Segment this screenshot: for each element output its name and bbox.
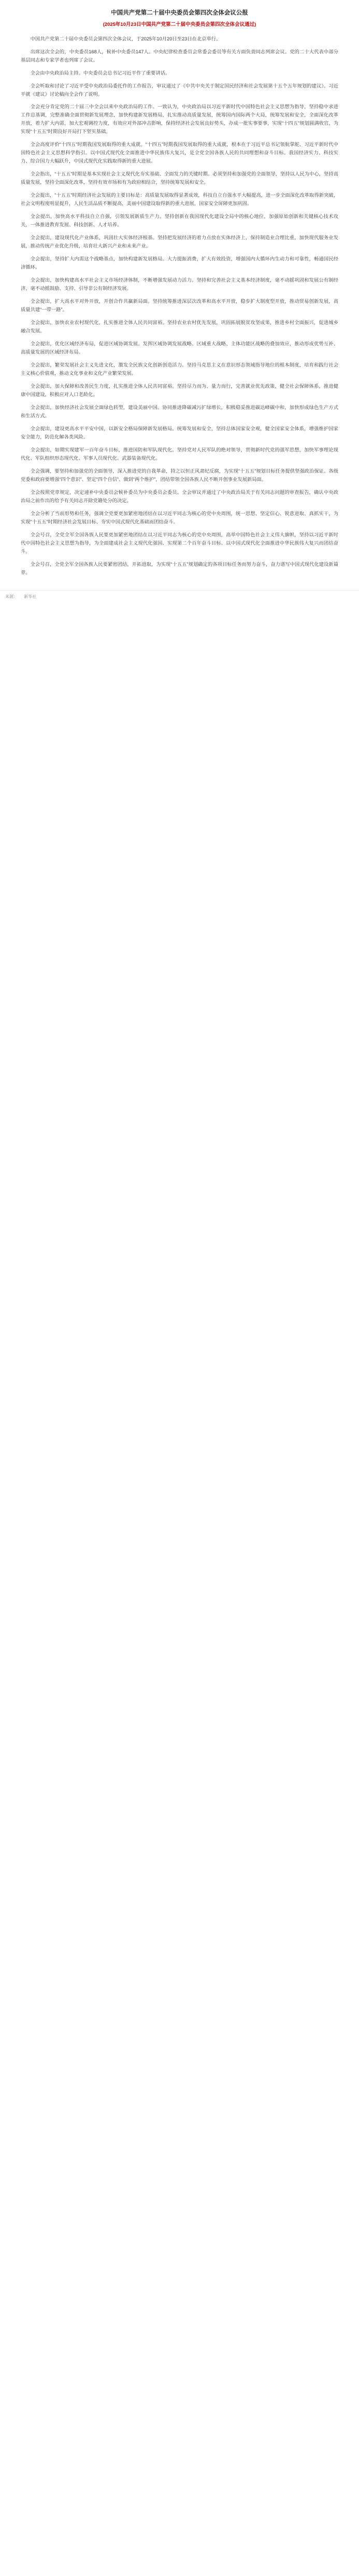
paragraph: 全会强调，要坚持和加强党的全面领导，深入推进党的自我革命，持之以恒正风肃纪反腐，为实现“十五五”规划目标任务提供坚强政治保证。各级党委和政府要增强“四个意识”、坚定“四个自信”、做到“两个维护”，团结带领全国各族人民不断开创事业发展新局面。 [21,468,338,482]
paragraph: 全会提出，“十五五”时期经济社会发展的主要目标是：高质量发展取得显著成效，科技自立自强水平大幅提高，进一步全面深化改革取得新突破，社会文明程度明显提升，人民生活品质不断提高，美丽中国建设取得新的重大进展，国家安全屏障更加巩固。 [21,193,338,207]
paragraph: 全会提出，坚持扩大内需这个战略基点，加快构建新发展格局。大力提振消费，扩大有效投资，增强国内大循环内生动力和可靠性，畅通国民经济循环。 [21,256,338,270]
source-value: 新华社 [24,594,37,599]
paragraph: 全会分析了当前形势和任务，强调全党要更加紧密地团结在以习近平同志为核心的党中央周围，统一思想、坚定信心、锐意进取、真抓实干，为实现“十五五”时期经济社会发展目标、夯实中国式现代化基础而团结奋斗。 [21,510,338,524]
document-page [0,0,359,587]
paragraph: 全会高度评价“十四五”时期我国发展取得的重大成就。“十四五”时期我国发展取得的重大成就，根本在于习近平总书记领航掌舵、习近平新时代中国特色社会主义思想科学指引。以中国式现代化全面推进中华民族伟大复兴，是全党全国各族人民的共同理想和奋斗目标。我国经济实力、科技实力、综合国力大幅跃升，中国式现代化实践取得新的重大进展。 [21,142,338,164]
paragraph: 全会提出，加快高水平科技自立自强，引领发展新质生产力。坚持创新在我国现代化建设全局中的核心地位，加强原始创新和关键核心技术攻关，一体推进教育发展、科技创新、人才培养。 [21,214,338,228]
paragraph: 全会提出，扩大高水平对外开放，开创合作共赢新局面。坚持统筹推进深层次改革和高水平开放，稳步扩大制度型开放，推动贸易创新发展，高质量共建“一带一路”。 [21,299,338,313]
source-label: 来源： [5,594,18,599]
paragraph: 全会提出，建设更高水平平安中国，以新安全格局保障新发展格局。统筹发展和安全，坚持总体国家安全观，健全国家安全体系，增强维护国家安全能力，防范化解各类风险。 [21,426,338,440]
paragraph: 全会号召，全党全军全国各族人民要紧密团结，开拓进取，为实现“十五五”规划确定的各项目标任务而努力奋斗，奋力谱写中国式现代化建设新篇章。 [21,561,338,575]
paragraph: 全会提出，加快农业农村现代化，扎实推进全体人民共同富裕。坚持农业农村优先发展，巩固拓展脱贫攻坚成果，推进乡村全面振兴，促进城乡融合发展。 [21,320,338,334]
paragraph: 全会提出，繁荣发展社会主义先进文化，激发全民族文化创新创造活力。坚持马克思主义在意识形态领域指导地位的根本制度，培育和践行社会主义核心价值观，推动文化事业和文化产业繁荣发展。 [21,362,338,376]
paragraph: 中国共产党第二十届中央委员会第四次全体会议，于2025年10月20日至23日在北京举行。 [30,36,221,41]
page-subtitle: (2025年10月23日中国共产党第二十届中央委员会第四次全体会议通过) [103,22,256,28]
document-footer [0,590,359,605]
paragraph: 全会号召，全党全军全国各族人民要更加紧密地团结在以习近平同志为核心的党中央周围，高举中国特色社会主义伟大旗帜，坚持以习近平新时代中国特色社会主义思想为指导，为全面建成社会主义现代化强国、实现第二个百年奋斗目标、以中国式现代化全面推进中华民族伟大复兴而团结奋斗。 [21,532,338,554]
paragraph: 全会听取和讨论了习近平受中央政治局委托作的工作报告，审议通过了《中共中央关于制定国民经济和社会发展第十五个五年规划的建议》。习近平就《建议》讨论稿向全会作了说明。 [21,83,338,97]
paragraph: 全会提出，加快构建高水平社会主义市场经济体制，不断增强发展动力活力。坚持和完善社会主义基本经济制度，毫不动摇巩固和发展公有制经济，毫不动摇鼓励、支持、引导非公有制经济发展。 [21,277,338,291]
paragraph: 全会按照党章规定，决定递补中央委员会候补委员为中央委员会委员。全会审议并通过了中央政治局关于有关同志问题的审查报告，确认中央政治局之前作出的给予有关同志开除党籍处分的决定。 [21,489,338,503]
paragraph: 全会充分肯定党的二十届三中全会以来中央政治局的工作。一致认为，中央政治局以习近平新时代中国特色社会主义思想为指导，坚持稳中求进工作总基调，完整准确全面贯彻新发展理念，加快构建新发展格局，扎实推动高质量发展，统筹国内国际两个大局，统筹发展和安全，全面深化改革开放，着力扩大内需，加大宏观调控力度，有效应对外部冲击影响，保持经济社会发展良好势头，办成一批实事要事，实现“十四五”规划圆满收官，为实现“十五五”时期良好开局打下坚实基础。 [21,104,338,135]
paragraph: 全会提出，如期实现建军一百年奋斗目标，推进国防和军队现代化。坚持党对人民军队的绝对领导，贯彻新时代党的强军思想，加快军事理论现代化、军队组织形态现代化、军事人员现代化、武器装备现代化。 [21,447,338,461]
paragraph: 全会提出，加快经济社会发展全面绿色转型，建设美丽中国。协同推进降碳减污扩绿增长，积极稳妥推进碳达峰碳中和，加快形成绿色生产方式和生活方式。 [21,405,338,419]
paragraph: 全会提出，加大保障和改善民生力度，扎实推进全体人民共同富裕。坚持尽力而为、量力而行，完善就业优先政策，健全社会保障体系，推进健康中国建设，积极应对人口老龄化。 [21,384,338,398]
paragraph: 全会提出，建设现代化产业体系，巩固壮大实体经济根基。坚持把发展经济的着力点放在实体经济上，保持制造业合理比重，加快现代服务业发展，推动传统产业优化升级，培育壮大新兴产业和未来产业。 [21,235,338,249]
paragraph: 出席这次全会的，中央委员168人，候补中央委员147人。中央纪律检查委员会常委会委员等有关方面负责同志列席会议。党的二十大代表中部分基层同志和专家学者也列席了会议。 [21,49,338,63]
paragraph: 全会指出，“十五五”时期是基本实现社会主义现代化夯实基础、全面发力的关键时期。必须坚持和加强党的全面领导，坚持以人民为中心，坚持高质量发展，坚持全面深化改革，坚持有效市场和有为政府相结合，坚持统筹发展和安全。 [21,171,338,185]
paragraph: 全会提出，优化区域经济布局，促进区域协调发展。发挥区域协调发展战略、区域重大战略、主体功能区战略的叠加效应，推动形成优势互补、高质量发展的区域经济布局。 [21,341,338,355]
page-title: 中国共产党第二十届中央委员会第四次全体会议公报 [111,10,248,16]
paragraph: 全会由中央政治局主持。中央委员会总书记习近平作了重要讲话。 [30,70,170,76]
